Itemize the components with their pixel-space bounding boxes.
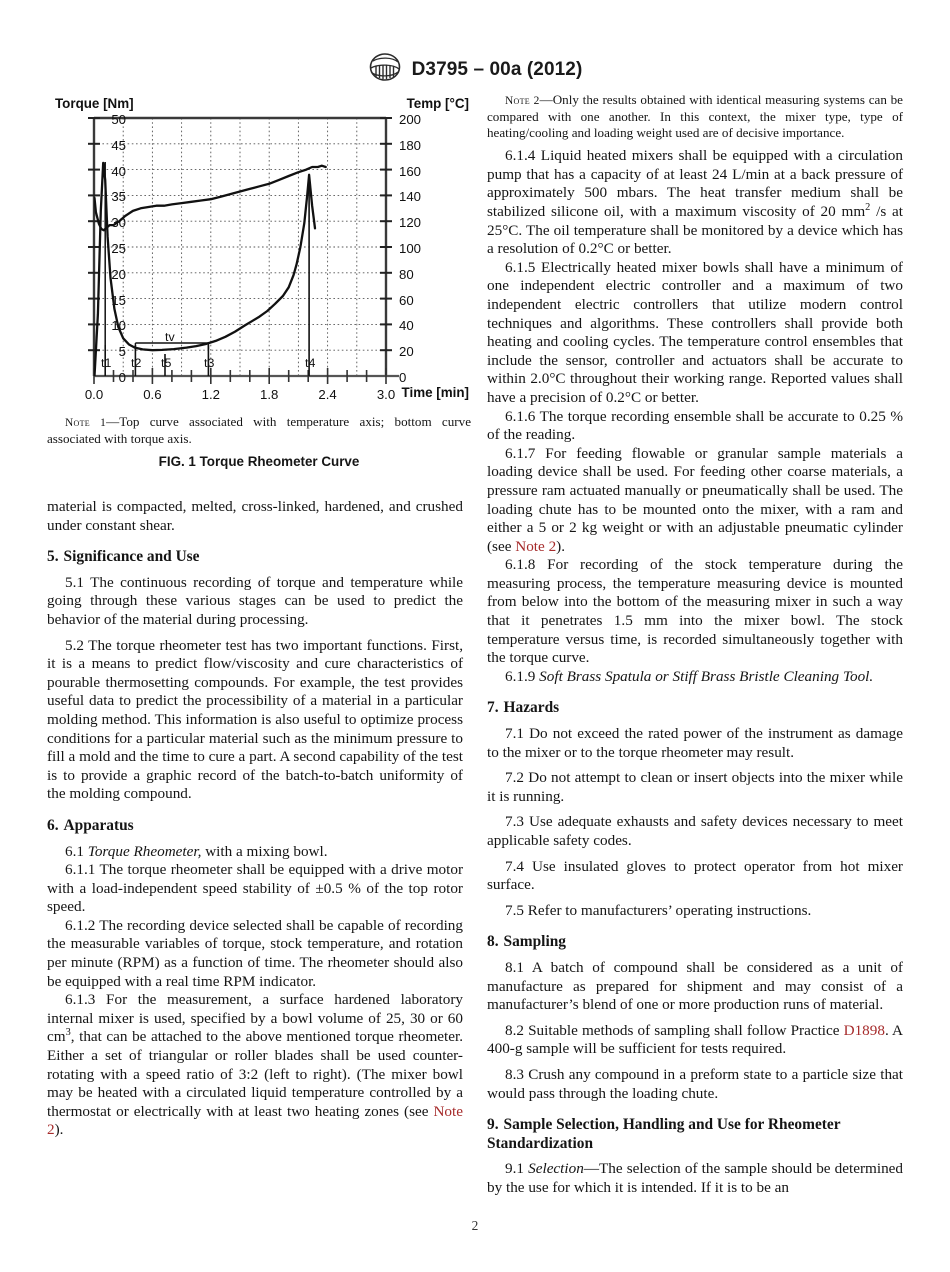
xtick-0: 0.0 (84, 387, 104, 402)
xtick-4: 2.4 (318, 387, 337, 402)
ytick-10: 10 (111, 318, 126, 334)
paragraph-8-3: 8.3 Crush any compound in a preform state to a particle size that would pass through the loading chute. (487, 1065, 903, 1102)
paragraph-5-2: 5.2 The torque rheometer test has two important functions. First, it is a means to predict flow/viscosity and cure characteristics of pourable thermosetting compounds. For example, the test provides useful data to predict the processibility of a material in a particular molding method. This information is also useful to optimize process conditions for a particular material such as the minimum pressure to fill a mold and the time to cure a part. A second capability of the test is to provide a graphic record of the batch-to-batch uniformity of the molding compound. (47, 636, 463, 803)
paragraph-6-1-4-superscript: 2 (865, 201, 871, 213)
paragraph-6-1-5: 6.1.5 Electrically heated mixer bowls shall have a minimum of one independent electric controller and a maximum of two independent electric controllers that utilize modern control techniques and algorithms. These controllers shall provide both heating and cooling cycles. The temperature control ensembles that include the sensor, controller and actuators shall be accurate to within 2.0°C throughout their working range. Reported values shall have a precision of 0.2°C or better. (487, 258, 903, 406)
paragraph-6-1-7-a: 6.1.7 For feeding flowable or granular sample materials a loading device shall be used. For feeding other coarse materials, a pressure ram actuated manually or pneumatically shall be used. The loading chute has to be mounted onto the mixer, with a ram and either a 5 or 2 kg weight or with an adjustable pneumatic cylinder (see (487, 444, 903, 555)
ytick-40: 40 (111, 163, 126, 179)
y2tick-160: 160 (399, 163, 422, 179)
tv-label: tv (165, 330, 175, 344)
xtick-5: 3.0 (376, 387, 396, 402)
paragraph-8-2 (487, 1022, 903, 1059)
y2tick-200: 200 (399, 112, 422, 127)
ytick-30: 30 (111, 215, 126, 231)
paragraph-7-1: 7.1 Do not exceed the rated power of the instrument as damage to the mixer or to the torque rheometer may result. (487, 725, 903, 761)
paragraph-6-1-9 (487, 668, 903, 687)
chart-xlabel: Time [min] (401, 385, 469, 400)
y2tick-180: 180 (399, 137, 422, 153)
ytick-25: 25 (111, 241, 126, 256)
paragraph-8-2-b: . A 400-g sample will be sufficient for tests required. (487, 1021, 903, 1058)
practice-d1898-reference[interactable]: D1898 (843, 1021, 885, 1039)
left-column (47, 92, 472, 1140)
paragraph-7-2: 7.2 Do not attempt to clean or insert objects into the mixer while it is running. (487, 769, 903, 805)
astm-logo (368, 52, 402, 87)
paragraph-6-1-number: 6.1 (65, 842, 84, 860)
y2tick-20: 20 (399, 344, 414, 360)
y2tick-100: 100 (399, 241, 422, 256)
section-9-heading (487, 1116, 903, 1153)
chart-y2label: Temp [°C] (406, 96, 469, 111)
paragraph-7-3: 7.3 Use adequate exhausts and safety devices necessary to meet applicable safety codes. (487, 813, 903, 849)
paragraph-6-1-4 (487, 147, 903, 259)
ytick-5: 5 (118, 344, 126, 360)
marker-t2-label: t2 (131, 356, 142, 370)
section-8-heading (487, 933, 903, 952)
ytick-20: 20 (111, 266, 126, 282)
section-8-title: Sampling (503, 933, 566, 951)
page-header (0, 52, 950, 87)
note-2-reference-left[interactable]: Note 2 (47, 1102, 463, 1139)
paragraph-9-1-rest: —The selection of the sample should be determined by the use for which it is intended. If it is to be an (487, 1160, 903, 1196)
section-5-number: 5. (47, 548, 59, 566)
paragraph-6-1-rest: with a mixing bowl. (201, 842, 328, 860)
xtick-3: 1.8 (260, 387, 279, 402)
ytick-50: 50 (111, 112, 126, 127)
section-7-title: Hazards (503, 699, 560, 717)
right-column (487, 92, 903, 1198)
paragraph-6-1-8: 6.1.8 For recording of the stock temperature during the measuring process, the temperature measuring device is mounted from below into the bottom of the measuring mixer in such a way that it penetrates 1.5 mm into the mixer bowl. The stock temperature versus time, is recorded simultaneously together with the torque curve. (487, 556, 903, 667)
section-9-title: Sample Selection, Handling and Use for Rheometer Standardization (487, 1116, 841, 1152)
marker-t5-label: t5 (161, 356, 172, 370)
document-designation: D3795 – 00a (2012) (411, 58, 583, 80)
figure-note-label: Note 1 (65, 417, 107, 429)
paragraph-6-1-9-italic: Soft Brass Spatula or Stiff Brass Bristle Cleaning Tool. (539, 667, 874, 685)
torque-rheometer-chart (47, 92, 471, 410)
paragraph-6-1-4-b: /s at 25°C. The oil temperature shall be monitored by a device which has a resolution of 0.2°C or better. (487, 203, 903, 258)
paragraph-6-1-9-number: 6.1.9 (505, 667, 536, 685)
ytick-35: 35 (111, 189, 126, 205)
xtick-1: 0.6 (143, 387, 162, 402)
page-number: 2 (471, 1218, 479, 1233)
note-2-label: Note 2 (505, 95, 540, 107)
section-7-heading (487, 699, 903, 718)
section-6-number: 6. (47, 816, 59, 834)
figure-caption: FIG. 1 Torque Rheometer Curve (158, 454, 360, 470)
section-5-title: Significance and Use (63, 548, 200, 566)
paragraph-9-1-italic: Selection (528, 1160, 584, 1178)
y2tick-80: 80 (399, 266, 414, 282)
y2tick-140: 140 (399, 189, 422, 205)
y2tick-40: 40 (399, 318, 414, 334)
y2tick-0: 0 (399, 370, 407, 385)
figure-note-1 (47, 414, 471, 446)
note-2-text: —Only the results obtained with identical measuring systems can be compared with one another. In this context, the mixer type, type of heating/cooling and loading weight used are of decisive importance. (487, 92, 903, 140)
paragraph-6-1-6: 6.1.6 The torque recording ensemble shall be accurate to 0.25 % of the reading. (487, 407, 903, 444)
chart-ylabel: Torque [Nm] (55, 96, 134, 111)
figure-1 (47, 92, 471, 472)
paragraph-6-1-3-c: ). (54, 1121, 64, 1139)
paragraph-6-1 (47, 843, 463, 862)
paragraph-6-1-3-b: , that can be attached to the above mentioned torque rheometer. Either a set of triangular or roller blades shall be used counter-rotating with a speed ratio of 3:2 (left to right). (The mixer bowl may be heated with a circulated liquid temperature controlled by a thermostat or electrically with at least two heating zones (see (47, 1028, 463, 1120)
paragraph-7-5: 7.5 Refer to manufacturers’ operating instructions. (505, 901, 812, 919)
paragraph-6-1-3 (47, 991, 463, 1140)
paragraph-8-1: 8.1 A batch of compound shall be considered as a unit of manufacture as prepared for shipment and may consist of a manufacturer’s blend of one or more production runs of material. (487, 958, 903, 1014)
marker-t3-label: t3 (204, 356, 215, 370)
y2tick-120: 120 (399, 215, 422, 231)
section-6-title: Apparatus (63, 816, 134, 834)
figure-note-text: —Top curve associated with temperature axis; bottom curve associated with torque axis. (47, 414, 472, 447)
left-body (47, 498, 463, 1140)
xtick-2: 1.2 (201, 387, 220, 402)
paragraph-6-1-4-a: 6.1.4 Liquid heated mixers shall be equipped with a circulation pump that has a capacity of at least 24 L/min at a back pressure of approximately 500 mbars. The heat transfer medium shall be stabilized silicone oil, with a maximum viscosity of 20 mm (487, 147, 903, 220)
section-9-number: 9. (487, 1116, 499, 1134)
ytick-45: 45 (111, 137, 126, 153)
note-2-reference-right[interactable]: Note 2 (515, 537, 557, 555)
paragraph-8-2-a: 8.2 Suitable methods of sampling shall follow Practice (505, 1021, 844, 1039)
paragraph-6-1-1: 6.1.1 The torque rheometer shall be equipped with a drive motor with a load-independent speed stability of ±0.5 % of the top rotor speed. (47, 861, 463, 916)
paragraph-6-1-7 (487, 445, 903, 557)
paragraph-6-1-3-superscript: 3 (65, 1027, 71, 1039)
paragraph-6-1-italic: Torque Rheometer, (87, 842, 202, 860)
paragraph-9-1 (487, 1160, 903, 1197)
paragraph-9-1-number: 9.1 (505, 1160, 524, 1178)
section-6-heading (47, 817, 463, 836)
y2tick-60: 60 (399, 292, 414, 308)
section-5-heading (47, 548, 463, 567)
torque-curve (95, 163, 316, 376)
marker-t4-label: t4 (305, 356, 316, 370)
section-7-number: 7. (487, 699, 499, 717)
section-8-number: 8. (487, 933, 499, 951)
paragraph-6-1-2: 6.1.2 The recording device selected shall be capable of recording the measurable variables of torque, stock temperature, and rotation per minute (RPM) as a function of time. The rheometer should also be equipped with a real time RPM indicator. (47, 916, 463, 990)
paragraph-6-1-3-a: 6.1.3 For the measurement, a surface hardened laboratory internal mixer is used, specified by a bowl volume of 25, 30 or 60 cm (47, 991, 463, 1046)
paragraph-6-1-7-b: ). (556, 537, 566, 555)
marker-t1-label: t1 (101, 356, 112, 370)
note-2 (487, 92, 903, 140)
ytick-0: 0 (118, 370, 126, 385)
paragraph-5-1: 5.1 The continuous recording of torque and temperature while going through these various stages can be used to predict the behavior of the material during processing. (47, 573, 463, 628)
temperature-curve (95, 166, 326, 231)
ytick-15: 15 (111, 292, 126, 308)
continuation-paragraph: material is compacted, melted, cross-linked, hardened, and crushed under constant shear. (47, 498, 463, 534)
paragraph-7-4: 7.4 Use insulated gloves to protect operator from hot mixer surface. (487, 857, 903, 894)
